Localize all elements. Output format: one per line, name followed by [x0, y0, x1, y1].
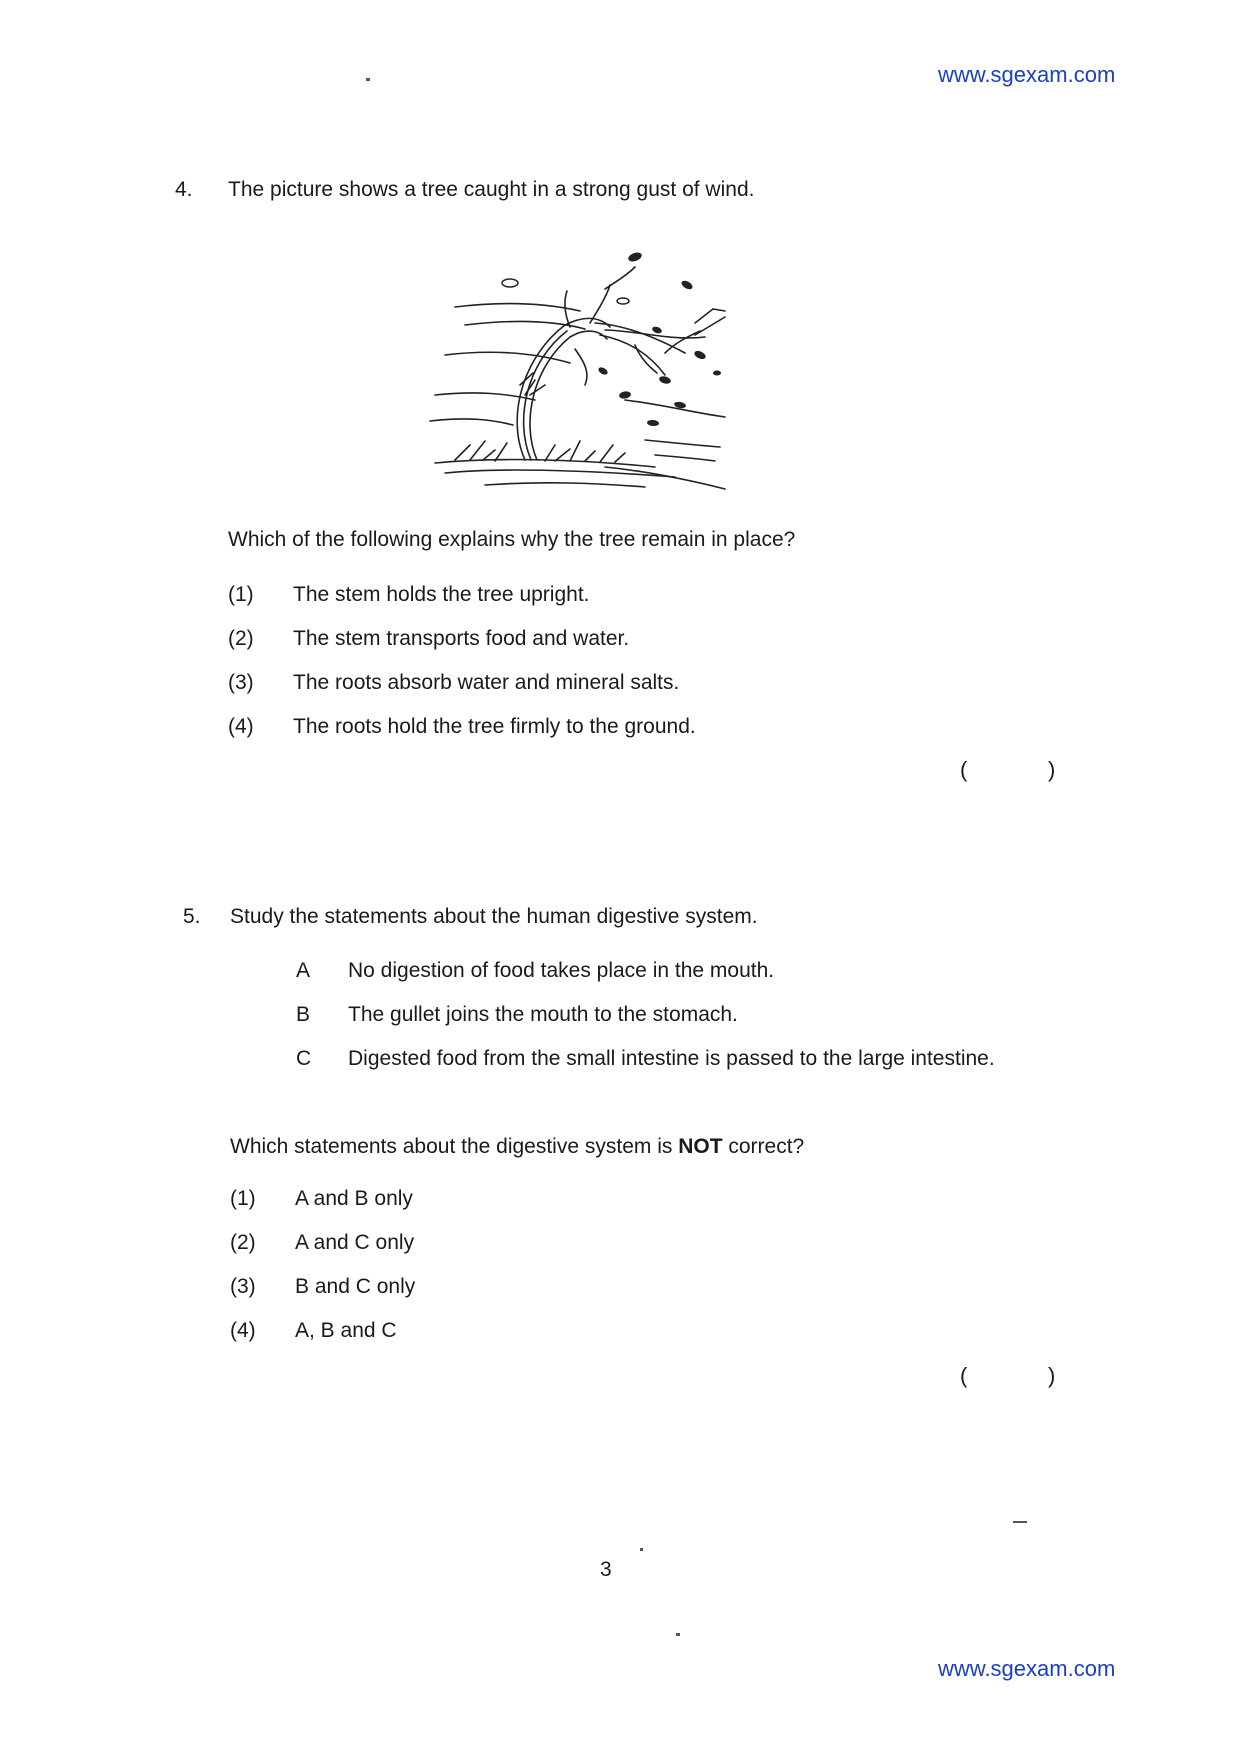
- q5-statement-a-letter: A: [296, 959, 311, 982]
- q4-option-4-text: The roots hold the tree firmly to the ground.: [293, 715, 696, 738]
- q4-answer-box[interactable]: [972, 756, 1044, 786]
- q4-number: 4.: [175, 178, 193, 201]
- q5-option-1-number: (1): [230, 1187, 256, 1210]
- q4-answer-open-paren: (: [960, 757, 968, 782]
- q4-option-1-text: The stem holds the tree upright.: [293, 583, 590, 606]
- q5-question-emphasis: NOT: [678, 1135, 723, 1158]
- q5-statement-c-letter: C: [296, 1047, 312, 1070]
- q5-statement-a-text: No digestion of food takes place in the mouth.: [348, 959, 775, 982]
- q5-statement-c-text: Digested food from the small intestine is passed to the large intestine.: [348, 1047, 995, 1070]
- q5-option-4-text: A, B and C: [295, 1319, 397, 1342]
- q4-question: Which of the following explains why the tree remain in place?: [228, 528, 796, 551]
- footer-site-link[interactable]: www.sgexam.com: [938, 1656, 1116, 1681]
- q5-option-3-text: B and C only: [295, 1275, 416, 1298]
- q5-option-2-text: A and C only: [295, 1231, 415, 1254]
- q5-stem: Study the statements about the human digestive system.: [230, 905, 758, 928]
- q5-question: [230, 1134, 804, 1160]
- q5-statement-b-letter: B: [296, 1003, 311, 1026]
- q5-statement-b-text: The gullet joins the mouth to the stomach.: [348, 1003, 738, 1026]
- q5-option-4-number: (4): [230, 1319, 256, 1342]
- q4-option-2-number: (2): [228, 627, 254, 650]
- q4-option-3-number: (3): [228, 671, 254, 694]
- q4-option-1-number: (1): [228, 583, 254, 606]
- q5-question-before: Which statements about the digestive system is: [230, 1135, 679, 1158]
- q5-question-after: correct?: [722, 1135, 805, 1158]
- tree-in-wind-illustration: [395, 245, 815, 500]
- header-site-link[interactable]: www.sgexam.com: [938, 62, 1116, 87]
- q5-option-2-number: (2): [230, 1231, 256, 1254]
- scan-speck: [1013, 1521, 1027, 1523]
- q4-answer-close-paren: ): [1048, 757, 1056, 782]
- q4-stem: The picture shows a tree caught in a strong gust of wind.: [228, 178, 755, 201]
- scan-speck: [676, 1633, 680, 1636]
- q4-option-4-number: (4): [228, 715, 254, 738]
- page-number: 3: [600, 1558, 612, 1581]
- q5-answer-open-paren: (: [960, 1363, 968, 1388]
- scan-speck: [366, 78, 370, 81]
- q4-option-3-text: The roots absorb water and mineral salts.: [293, 671, 680, 694]
- q5-answer-box[interactable]: [972, 1362, 1044, 1392]
- q5-number: 5.: [183, 905, 201, 928]
- q5-option-1-text: A and B only: [295, 1187, 413, 1210]
- scan-speck: [640, 1548, 643, 1551]
- q5-answer-close-paren: ): [1048, 1363, 1056, 1388]
- q4-option-2-text: The stem transports food and water.: [293, 627, 630, 650]
- q5-option-3-number: (3): [230, 1275, 256, 1298]
